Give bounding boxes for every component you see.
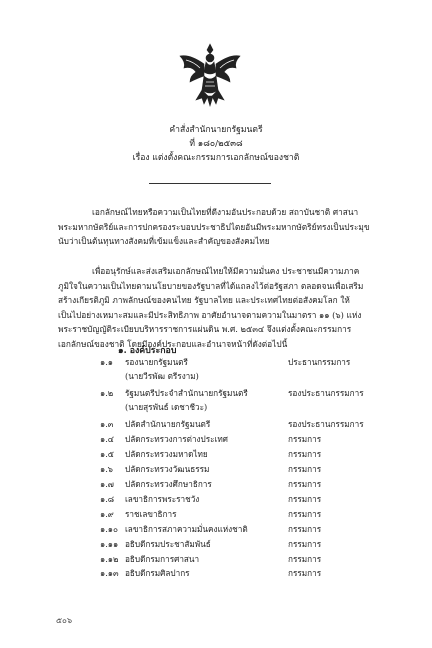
member-position: รัฐมนตรีประจำสำนักนายกรัฐมนตรี [125,388,248,398]
paragraph-line: ภูมิใจในความเป็นไทยตามนโยบายของรัฐบาลที่ได้แถลงไว้ต่อรัฐสภา ตลอดจนเพื่อเสริม [58,280,364,291]
member-number: ๑.๕ [100,449,114,459]
member-role: กรรมการ [288,494,322,504]
member-role: รองประธานกรรมการ [288,419,364,429]
member-position: เลขาธิการสภาความมั่นคงแห่งชาติ [125,524,248,534]
member-role: กรรมการ [288,449,322,459]
member-number: ๑.๑๑ [100,539,119,549]
member-role: กรรมการ [288,524,322,534]
garuda-emblem-icon [176,42,244,108]
member-row [100,417,400,431]
member-role: กรรมการ [288,568,322,578]
member-row [100,507,400,521]
member-role: ประธานกรรมการ [288,357,351,367]
member-position: รองนายกรัฐมนตรี [125,357,188,367]
member-number: ๑.๒ [100,388,114,398]
member-position: อธิบดีกรมประชาสัมพันธ์ [125,539,211,549]
member-row [100,447,400,461]
paragraph-line: พระมหากษัตริย์และการปกครองระบอบประชาธิปไตยอันมีพระมหากษัตริย์ทรงเป็นประมุข [58,221,370,232]
member-role: กรรมการ [288,554,322,564]
member-row [100,477,400,491]
section-heading: ๑. องค์ประกอบ [118,346,177,356]
member-position: อธิบดีกรมศิลปากร [125,568,190,578]
member-role: รองประธานกรรมการ [288,388,364,398]
member-number: ๑.๖ [100,464,113,474]
member-row [100,552,400,566]
member-role: กรรมการ [288,539,322,549]
paragraph-line: นับว่าเป็นต้นทุนทางสังคมที่เข้มแข็งและสำคัญของสังคมไทย [58,236,270,246]
order-title: คำสั่งสำนักนายกรัฐมนตรี [169,125,263,135]
member-number: ๑.๑ [100,357,113,367]
member-role: กรรมการ [288,464,322,474]
member-number: ๑.๑๒ [100,554,119,564]
member-row [100,355,400,369]
member-role: กรรมการ [288,479,322,489]
member-number: ๑.๗ [100,479,114,489]
paragraph-line: พระราชบัญญัติระเบียบบริหารราชการแผ่นดิน พ.ศ. ๒๕๓๔ จึงแต่งตั้งคณะกรรมการ [58,324,352,334]
divider [149,183,271,184]
page-number: ๕๐๖ [56,616,73,625]
paragraph-1 [58,205,376,249]
member-number: ๑.๑๓ [100,568,119,578]
member-position: เลขาธิการพระราชวัง [125,494,200,504]
member-position: อธิบดีกรมการศาสนา [125,554,200,564]
member-row [100,566,400,580]
order-number: ที่ ๑๘๐/๒๕๓๘ [189,139,243,149]
member-row [100,492,400,506]
member-row [100,522,400,536]
member-position: ปลัดกระทรวงการต่างประเทศ [125,434,228,444]
member-number: ๑.๘ [100,494,115,504]
paragraph-line: เอกลักษณ์ของชาติ โดยมีองค์ประกอบและอำนาจหน้าที่ดังต่อไปนี้ [58,338,288,349]
order-subject: เรื่อง แต่งตั้งคณะกรรมการเอกลักษณ์ของชาติ [132,153,300,163]
member-number: ๑.๙ [100,509,114,519]
member-position: ปลัดสำนักนายกรัฐมนตรี [125,419,211,429]
member-position: ปลัดกระทรวงศึกษาธิการ [125,479,212,489]
paragraph-2 [58,264,376,351]
member-row [100,537,400,551]
member-number: ๑.๔ [100,434,114,444]
member-person: (นายสุรพันธ์ เดชาชีวะ) [125,402,208,412]
member-row [100,386,400,400]
member-position: ปลัดกระทรวงมหาดไทย [125,449,208,459]
member-role: กรรมการ [288,434,322,444]
member-role: กรรมการ [288,509,322,519]
member-number: ๑.๑๐ [100,524,118,534]
member-person: (นายวีรพัฒ ตรีรงาม) [125,371,199,381]
paragraph-line: เป็นไปอย่างเหมาะสมและมีประสิทธิภาพ อาศัยอำนาจตามความในมาตรา ๑๑ (๖) แห่ง [58,309,362,320]
member-position: ราชเลขาธิการ [125,509,177,519]
member-number: ๑.๓ [100,419,114,429]
paragraph-line: เพื่ออนุรักษ์และส่งเสริมเอกลักษณ์ไทยให้มีความมั่นคง ประชาชนมีความภาค [92,266,360,276]
member-row [100,462,400,476]
member-row [100,432,400,446]
paragraph-line: สร้างเกียรติภูมิ ภาพลักษณ์ของคนไทย รัฐบาลไทย และประเทศไทยต่อสังคมโลก ให้ [58,295,350,305]
paragraph-line: เอกลักษณ์ไทยหรือความเป็นไทยที่ดีงามอันประกอบด้วย สถาบันชาติ ศาสนา [92,207,359,217]
member-position: ปลัดกระทรวงวัฒนธรรม [125,464,210,474]
